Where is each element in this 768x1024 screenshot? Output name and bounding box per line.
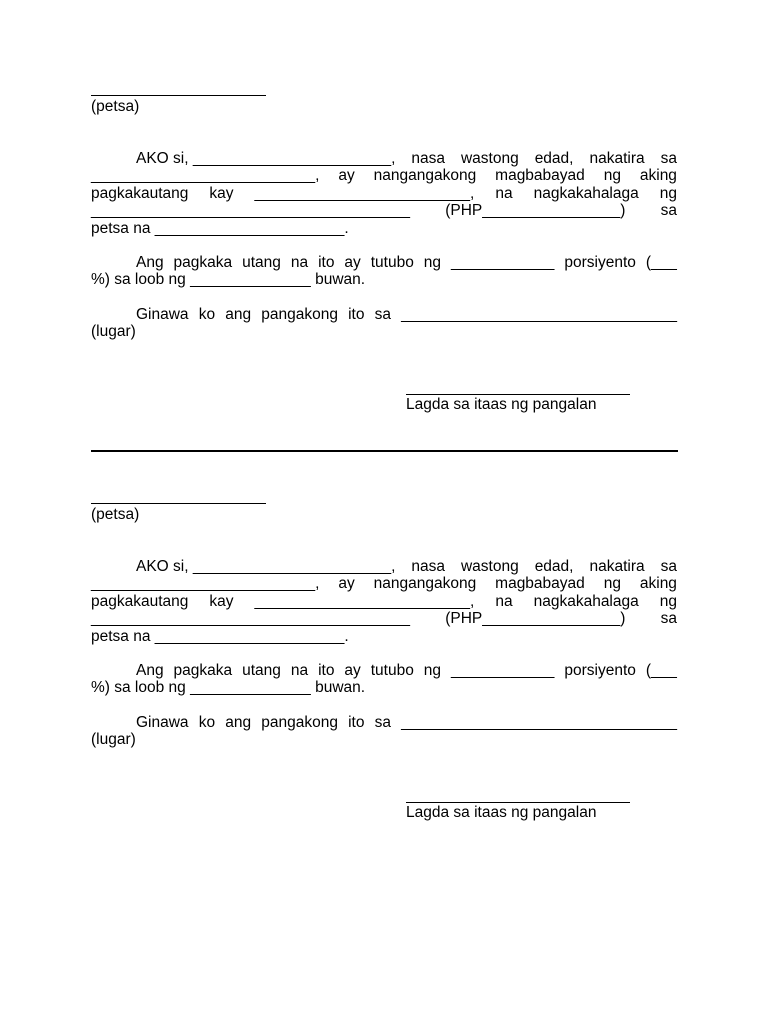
word: Ang xyxy=(136,254,164,272)
paragraph-line xyxy=(91,610,677,627)
word: nagkakahalaga xyxy=(533,592,639,610)
word: (PHP________________) xyxy=(445,202,626,220)
word: ____________ xyxy=(450,662,555,680)
word: ________________________________ xyxy=(401,305,677,323)
word: ay xyxy=(338,167,355,185)
date-blank-line xyxy=(91,488,266,504)
paragraph-line xyxy=(91,220,677,237)
word: ng xyxy=(423,254,442,272)
paragraph-line xyxy=(91,593,677,610)
signature-block xyxy=(406,394,632,414)
word: tutubo xyxy=(370,662,414,680)
word: ng xyxy=(659,592,677,610)
word: nasa xyxy=(411,558,446,575)
signature-block xyxy=(406,802,632,822)
word: ko xyxy=(198,713,216,731)
word: pangakong xyxy=(261,713,338,731)
word: ng xyxy=(603,167,621,185)
word: ng xyxy=(603,575,621,593)
word: magbabayad xyxy=(495,575,585,593)
date-label: (petsa) xyxy=(91,98,140,115)
word: nangangakong xyxy=(373,167,477,185)
paragraph-line xyxy=(91,323,677,340)
word: aking xyxy=(639,575,677,593)
word: %) sa loob ng ______________ buwan. xyxy=(91,271,366,289)
paragraph-line xyxy=(91,714,677,731)
word: porsiyento xyxy=(564,662,636,680)
word: sa xyxy=(660,150,677,167)
word: ito xyxy=(348,305,365,323)
word: utang xyxy=(242,662,281,680)
paragraph-line xyxy=(91,575,677,592)
word: nasa xyxy=(411,150,446,167)
word: sa xyxy=(374,305,391,323)
paragraph-line xyxy=(91,731,677,748)
date-label: (petsa) xyxy=(91,506,140,523)
word: _____________________________________ xyxy=(91,202,410,220)
signature-label: Lagda sa itaas ng pangalan xyxy=(406,396,597,413)
word: __________________________, xyxy=(91,575,320,593)
word: aking xyxy=(639,167,677,185)
word: (lugar) xyxy=(91,731,136,749)
word: _________________________, xyxy=(254,184,475,202)
word: pangakong xyxy=(261,305,338,323)
signature-line xyxy=(406,802,630,803)
word: _____________________________________ xyxy=(91,610,410,628)
word: na xyxy=(495,184,513,202)
word: edad, xyxy=(534,558,574,575)
word: pagkakautang xyxy=(91,184,189,202)
word: pagkakautang xyxy=(91,592,189,610)
debtor-paragraph xyxy=(91,558,677,645)
word: sa xyxy=(374,713,391,731)
promissory-note-form-2 xyxy=(91,488,677,749)
word: _________________________, xyxy=(254,592,475,610)
word: sa xyxy=(660,610,677,628)
word: Ginawa xyxy=(136,713,189,731)
interest-paragraph xyxy=(91,662,677,697)
place-paragraph xyxy=(91,306,677,341)
word: ito xyxy=(318,662,335,680)
word: wastong xyxy=(460,150,519,167)
word: ay xyxy=(344,662,361,680)
word: na xyxy=(290,254,309,272)
word: ito xyxy=(348,713,365,731)
word: __________________________, xyxy=(91,167,320,185)
debtor-paragraph xyxy=(91,150,677,237)
paragraph-line xyxy=(91,558,677,575)
word: nagkakahalaga xyxy=(533,184,639,202)
paragraph-line xyxy=(91,628,677,645)
word: Ginawa xyxy=(136,305,189,323)
date-blank-line xyxy=(91,80,266,96)
word: sa xyxy=(660,558,677,575)
word: kay xyxy=(209,184,234,202)
word: ko xyxy=(198,305,216,323)
word: ito xyxy=(318,254,335,272)
word: kay xyxy=(209,592,234,610)
word: na xyxy=(290,662,309,680)
word: (___ xyxy=(645,662,677,680)
word: petsa na ______________________. xyxy=(91,219,349,237)
word: utang xyxy=(242,254,281,272)
paragraph-line xyxy=(91,185,677,202)
paragraph-line xyxy=(91,150,677,167)
word: AKO si, _______________________, xyxy=(136,150,396,167)
word: ng xyxy=(659,184,677,202)
word: wastong xyxy=(460,558,519,575)
signature-line xyxy=(406,394,630,395)
word: porsiyento xyxy=(564,254,636,272)
word: %) sa loob ng ______________ buwan. xyxy=(91,679,366,697)
word: tutubo xyxy=(370,254,414,272)
word: ay xyxy=(344,254,361,272)
word: AKO si, _______________________, xyxy=(136,558,396,575)
paragraph-line xyxy=(91,167,677,184)
word: nangangakong xyxy=(373,575,477,593)
word: magbabayad xyxy=(495,167,585,185)
place-paragraph xyxy=(91,714,677,749)
paragraph-line xyxy=(91,202,677,219)
word: ________________________________ xyxy=(401,713,677,731)
paragraph-line xyxy=(91,271,677,288)
word: (lugar) xyxy=(91,323,136,341)
word: na xyxy=(495,592,513,610)
word: ang xyxy=(225,713,252,731)
word: pagkaka xyxy=(173,662,233,680)
word: ng xyxy=(423,662,442,680)
word: sa xyxy=(660,202,677,220)
word: ____________ xyxy=(450,254,555,272)
word: ay xyxy=(338,575,355,593)
word: edad, xyxy=(534,150,574,167)
word: nakatira xyxy=(589,150,645,167)
paragraph-line xyxy=(91,306,677,323)
paragraph-line xyxy=(91,662,677,679)
word: nakatira xyxy=(589,558,645,575)
interest-paragraph xyxy=(91,254,677,289)
paragraph-line xyxy=(91,254,677,271)
promissory-note-form-1 xyxy=(91,80,677,341)
cut-separator-line xyxy=(91,450,678,452)
paragraph-line xyxy=(91,679,677,696)
word: petsa na ______________________. xyxy=(91,627,349,645)
word: (PHP________________) xyxy=(445,610,626,628)
word: ang xyxy=(225,305,252,323)
word: Ang xyxy=(136,662,164,680)
signature-label: Lagda sa itaas ng pangalan xyxy=(406,804,597,821)
word: (___ xyxy=(645,254,677,272)
word: pagkaka xyxy=(173,254,233,272)
